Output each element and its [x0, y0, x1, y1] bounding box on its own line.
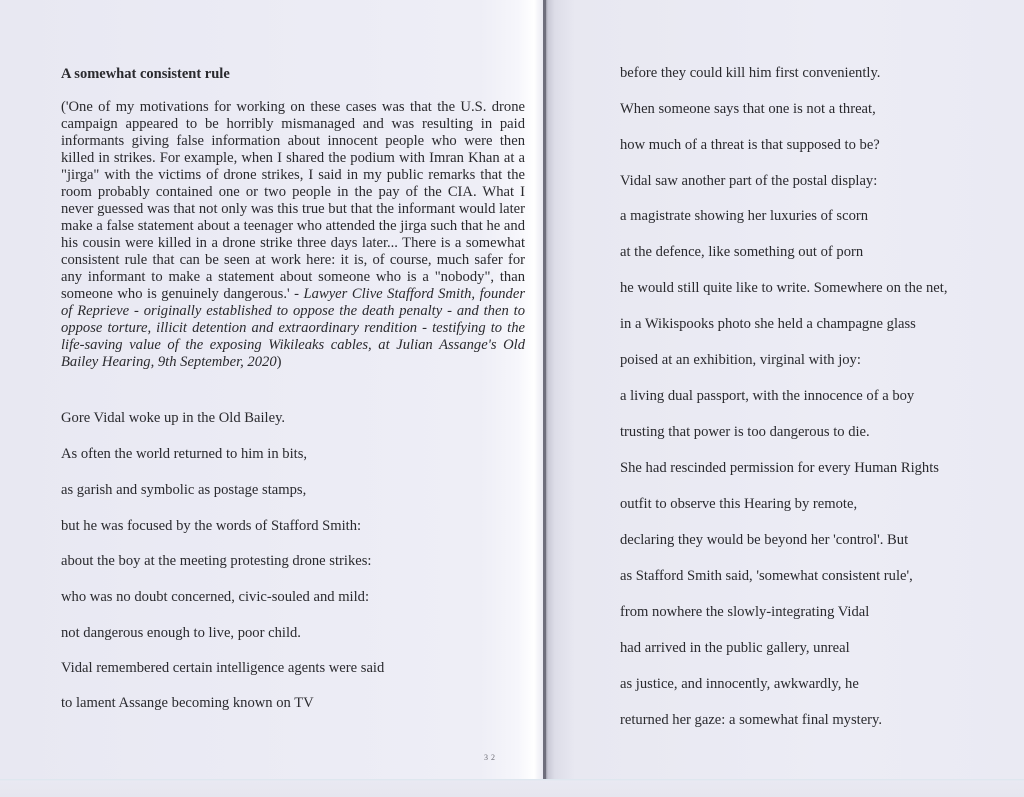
verse-line: but he was focused by the words of Stafford Smith:	[61, 518, 362, 534]
verse-line: Gore Vidal woke up in the Old Bailey.	[61, 410, 286, 426]
verse-line: who was no doubt concerned, civic-souled and mild:	[61, 589, 370, 605]
verse-line: before they could kill him first conveniently.	[620, 65, 881, 81]
epigraph-close: )	[276, 354, 282, 370]
epigraph	[61, 99, 525, 371]
verse-line: as Stafford Smith said, 'somewhat consistent rule',	[620, 568, 913, 584]
verse-line: When someone says that one is not a threat,	[620, 101, 876, 117]
verse-line: he would still quite like to write. Somewhere on the net,	[620, 280, 948, 296]
verse-line: a magistrate showing her luxuries of scorn	[620, 208, 869, 224]
verse-line: in a Wikispooks photo she held a champagne glass	[620, 316, 916, 332]
verse-line: Vidal saw another part of the postal display:	[620, 173, 878, 189]
verse-line: outfit to observe this Hearing by remote,	[620, 496, 858, 512]
verse-line: trusting that power is too dangerous to die.	[620, 424, 870, 440]
verse-line: As often the world returned to him in bits,	[61, 446, 308, 462]
verse-line: how much of a threat is that supposed to be?	[620, 137, 880, 153]
verse-line: had arrived in the public gallery, unreal	[620, 640, 850, 656]
verse-line: not dangerous enough to live, poor child.	[61, 625, 301, 641]
verse-line: a living dual passport, with the innocence of a boy	[620, 388, 915, 404]
verse-line: about the boy at the meeting protesting drone strikes:	[61, 553, 372, 569]
poem-title: A somewhat consistent rule	[61, 66, 230, 82]
scanner-bottom-edge	[0, 779, 1024, 797]
verse-line: Vidal remembered certain intelligence agents were said	[61, 660, 385, 676]
verse-line: poised at an exhibition, virginal with joy:	[620, 352, 861, 368]
verse-line: declaring they would be beyond her 'control'. But	[620, 532, 909, 548]
book-spine	[543, 0, 546, 790]
verse-line: returned her gaze: a somewhat final mystery.	[620, 712, 883, 728]
page-number: 32	[484, 753, 498, 762]
verse-line: to lament Assange becoming known on TV	[61, 695, 314, 711]
verse-line: as garish and symbolic as postage stamps,	[61, 482, 307, 498]
verse-line: at the defence, like something out of porn	[620, 244, 864, 260]
epigraph-quote: ('One of my motivations for working on these cases was that the U.S. drone campaign appeared to be horribly mismanaged and was resulting in paid informants giving false information about innocent people who were then killed in strikes. For example, when I shared the podium with Imran Khan at a "jirga" with the victims of drone strikes, I said in my public remarks that the room probably contained one or two people in the pay of the CIA. What I never guessed was that not only was this true but that the informant would later make a false statement about a teenager who attended the jirga such that he and his cousin were killed in a drone strike three days later... There is a somewhat consistent rule that can be seen at work here: it is, of course, much safer for any informant to make a statement about someone who is a "nobody", than someone who is genuinely dangerous.' -	[61, 99, 525, 302]
verse-line: as justice, and innocently, awkwardly, he	[620, 676, 859, 692]
epigraph-attribution: Lawyer Clive Stafford Smith, founder of Reprieve - originally established to oppose the death penalty - and then to oppose torture, illicit detention and extraordinary rendition - testifying to the life-saving value of the exposing Wikileaks cables, at Julian Assange's Old Bailey Hearing, 9th September, 2020	[61, 286, 525, 370]
verse-line: She had rescinded permission for every Human Rights	[620, 460, 939, 476]
verse-line: from nowhere the slowly-integrating Vidal	[620, 604, 870, 620]
